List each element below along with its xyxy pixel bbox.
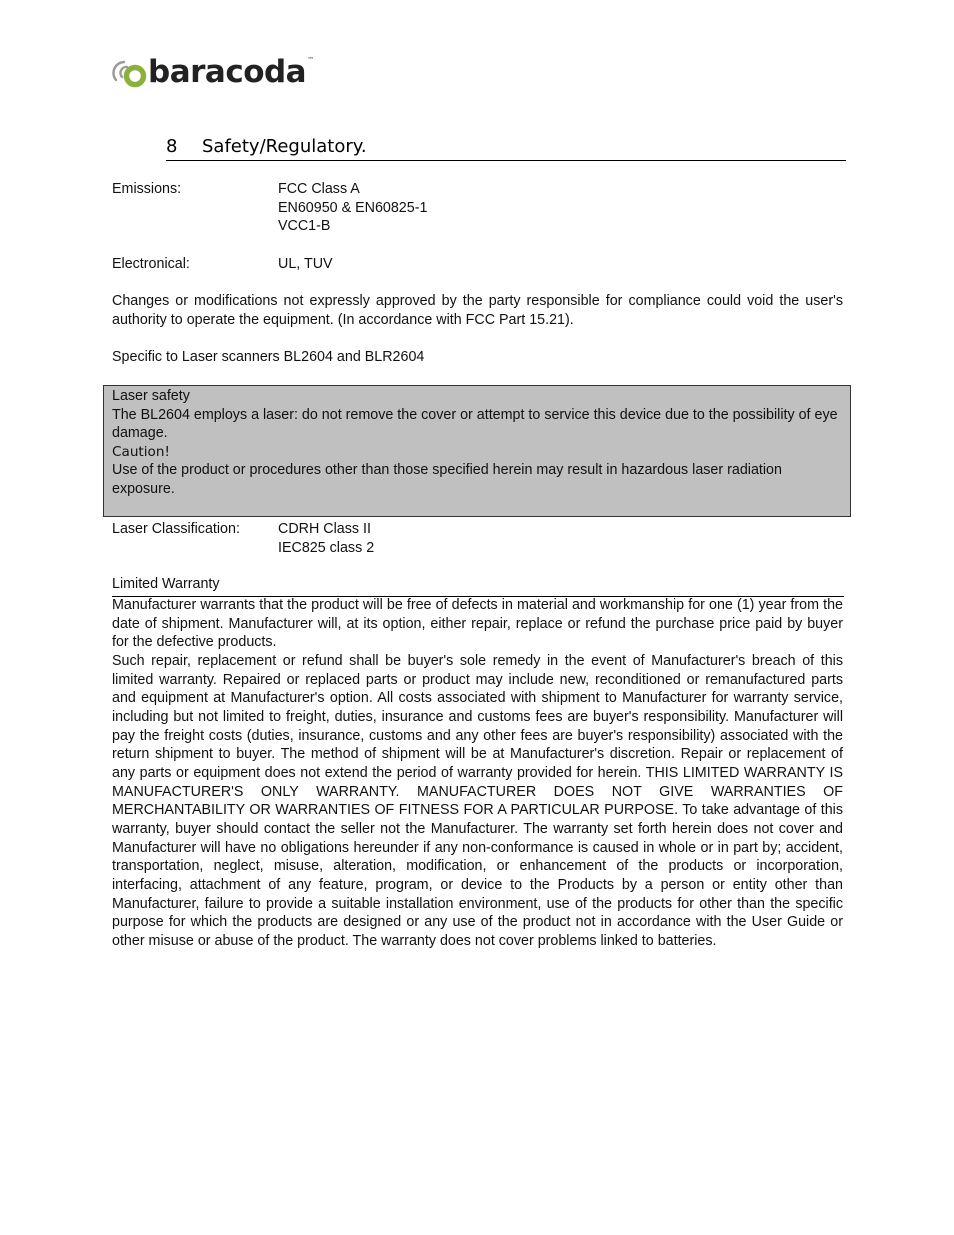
section-heading	[166, 134, 846, 161]
laser-classification-row	[112, 520, 844, 560]
emissions-label: Emissions:	[112, 181, 182, 197]
changes-paragraph: Changes or modifications not expressly approved by the party responsible for compliance could void the user's authority to operate the equipment. (In accordance with FCC Part 15.21).	[112, 293, 843, 328]
warranty-title: Limited Warranty	[112, 575, 844, 597]
electronical-label: Electronical:	[112, 256, 190, 272]
warranty-paragraph: Manufacturer warrants that the product will be free of defects in material and workmanship for one (1) year from the date of shipment. Manufacturer will, at its option, either repair, replace or refund the purchase price paid by buyer for the defective products.	[112, 597, 843, 651]
laser-safety-title: Laser safety	[112, 388, 190, 404]
laser-classification-value: CDRH Class II	[278, 521, 371, 537]
section-title: Safety/Regulatory.	[202, 136, 367, 157]
warranty-paragraph: Such repair, replacement or refund shall be buyer's sole remedy in the event of Manufacturer's breach of this limited warranty. Repaired or replaced parts or product may include new, reconditioned or remanufactured parts and equipment at Manufacturer's option. All costs associated with shipment to Manufacturer for warranty service, including but not limited to freight, duties, insurance and customs fees are buyer's responsibility. Manufacturer will pay the freight costs (duties, insurance, customs and any other fees are buyer's responsibility) associated with the return shipment to buyer. The method of shipment will be at Manufacturer's discretion. Repair or replacement of any parts or equipment does not extend the period of warranty provided for herein. THIS LIMITED WARRANTY IS MANUFACTURER'S ONLY WARRANTY. MANUFACTURER DOES NOT GIVE WARRANTIES OF MERCHANTABILITY OR WARRANTIES OF FITNESS FOR A PARTICULAR PURPOSE. To take advantage of this warranty, buyer should contact the seller not the Manufacturer. The warranty set forth herein does not cover and Manufacturer will have no obligations hereunder if any non-conformance is caused in whole or in part by; accident, transportation, neglect, misuse, alteration, modification, or enhancement of the products or incorporation, interfacing, attachment of any feature, program, or device to the Products by a person or entity other than Manufacturer, failure to provide a suitable installation environment, use of the products for other than the specific purpose for which the products are designed or any use of the product not in accordance with the User Guide or other misuse or abuse of the product. The warranty does not cover problems linked to batteries.	[112, 652, 843, 949]
laser-classification-label: Laser Classification:	[112, 521, 240, 537]
emissions-value: EN60950 & EN60825-1	[278, 199, 428, 216]
warranty-body	[112, 596, 843, 950]
logo-trademark: ™	[307, 55, 315, 64]
logo-wordmark: baracoda	[148, 54, 307, 90]
caution-text: Use of the product or procedures other than those specified herein may result in hazardous laser radiation exposure.	[112, 462, 782, 497]
emissions-value: VCC1-B	[278, 218, 331, 235]
laser-safety-content	[112, 387, 840, 499]
emissions-values	[278, 180, 427, 236]
emissions-value: FCC Class A	[278, 181, 360, 197]
electronical-row	[112, 255, 844, 275]
section-number: 8	[166, 136, 178, 157]
emissions-row	[112, 180, 844, 240]
laser-scanners-note: Specific to Laser scanners BL2604 and BLR2604	[112, 349, 425, 365]
electronical-value: UL, TUV	[278, 256, 333, 272]
baracoda-logo-icon	[110, 54, 148, 90]
laser-classification-values	[278, 520, 374, 557]
laser-safety-box	[103, 385, 851, 517]
laser-classification-value: IEC825 class 2	[278, 539, 375, 556]
caution-label: Caution!	[112, 443, 170, 460]
laser-safety-text: The BL2604 employs a laser: do not remove the cover or attempt to service this device due to the possibility of eye damage.	[112, 406, 838, 442]
company-logo	[110, 52, 314, 92]
